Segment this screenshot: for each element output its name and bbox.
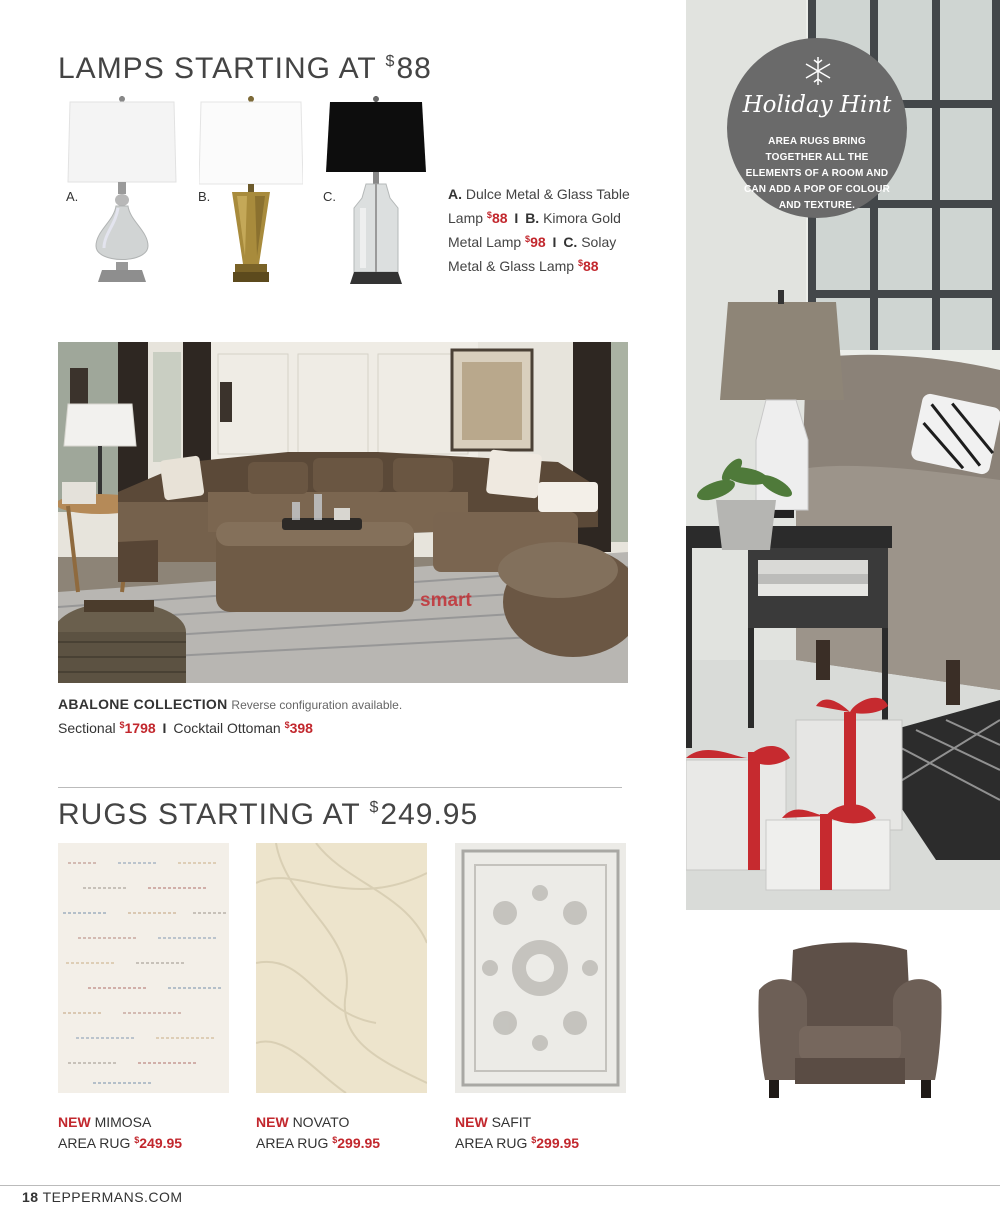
lamp-c-caption-letter: C. (563, 234, 578, 250)
lamp-b-name: Kimora Gold Metal Lamp (448, 210, 621, 250)
rug-novato-image[interactable] (256, 843, 427, 1093)
abalone-prices-line (58, 715, 618, 738)
lamp-a-image[interactable] (66, 96, 178, 288)
rug-mimosa-price (134, 1135, 182, 1151)
abalone-note: Reverse configuration available. (231, 698, 403, 712)
sectional-price (119, 720, 155, 736)
rug-novato-price-currency: $ (332, 1135, 338, 1145)
page-footer (22, 1189, 183, 1205)
footer-site-link[interactable]: TEPPERMANS.COM (42, 1189, 183, 1205)
footer-rule (0, 1185, 1000, 1186)
lamp-a-price-currency: $ (486, 210, 492, 220)
abalone-title-line (58, 694, 618, 715)
rug-novato-name: NOVATO (292, 1114, 350, 1130)
lamps-heading (58, 52, 432, 86)
holiday-hint-body: AREA RUGS BRING TOGETHER ALL THE ELEMENTS OF A ROOM AND CAN ADD A POP OF COLOUR AND TEXTURE. (743, 136, 891, 211)
sectional-name: Sectional (58, 720, 116, 736)
lamp-a-name: Dulce Metal & Glass Table Lamp (448, 186, 630, 226)
rugs-heading-price: 249.95 (380, 798, 479, 831)
rug-safit-price-currency: $ (531, 1135, 537, 1145)
abalone-collection-name: ABALONE COLLECTION (58, 696, 228, 712)
ottoman-price-currency: $ (284, 720, 290, 730)
lamp-c-price-value: 88 (582, 258, 599, 274)
rug-mimosa-name: MIMOSA (94, 1114, 152, 1130)
sectional-price-currency: $ (119, 720, 125, 730)
rug-safit-name: SAFIT (491, 1114, 532, 1130)
rug-mimosa-caption (58, 1113, 238, 1152)
rug-safit-caption (455, 1113, 635, 1152)
snowflake-icon (805, 56, 831, 86)
lamp-a-price (487, 210, 508, 226)
sectional-price-value: 1798 (124, 720, 156, 736)
rug-mimosa-new-badge: NEW (58, 1114, 91, 1130)
watermark-text: smart (420, 590, 472, 611)
lamps-heading-price: 88 (396, 52, 432, 85)
rug-novato-price-value: 299.95 (337, 1135, 381, 1151)
rug-mimosa-price-currency: $ (134, 1135, 140, 1145)
abalone-room-photo[interactable] (58, 342, 628, 683)
rug-mimosa-price-value: 249.95 (139, 1135, 183, 1151)
ottoman-price-value: 398 (289, 720, 313, 736)
lamp-c-price-currency: $ (577, 258, 583, 268)
lamp-a-caption-letter: A. (448, 186, 462, 202)
rug-safit-price-value: 299.95 (536, 1135, 580, 1151)
lamp-b-image[interactable] (199, 96, 303, 288)
lamp-a-price-value: 88 (491, 210, 508, 226)
abalone-caption (58, 694, 618, 738)
armchair-image[interactable] (755, 940, 945, 1105)
holiday-hint-title: Holiday Hint (742, 92, 892, 118)
abalone-separator: I (162, 720, 167, 736)
holiday-hint-badge (727, 38, 907, 218)
rug-safit-type: AREA RUG (455, 1135, 528, 1151)
lamps-caption (448, 184, 648, 277)
rug-mimosa-image[interactable] (58, 843, 229, 1093)
rug-mimosa-type: AREA RUG (58, 1135, 131, 1151)
rugs-heading-text: RUGS STARTING AT (58, 798, 370, 831)
rugs-heading-currency: $ (369, 799, 380, 816)
page-number: 18 (22, 1189, 39, 1205)
lamp-separator-1: I (514, 210, 519, 226)
lamp-b-caption-letter: B. (525, 210, 540, 226)
rugs-heading (58, 798, 478, 832)
lamp-b-price-value: 98 (530, 234, 546, 250)
rug-novato-price (332, 1135, 380, 1151)
lamp-c-image[interactable] (324, 96, 428, 288)
lamp-b-price-currency: $ (525, 234, 531, 244)
rug-safit-image[interactable] (455, 843, 626, 1093)
rug-safit-new-badge: NEW (455, 1114, 488, 1130)
rug-novato-type: AREA RUG (256, 1135, 329, 1151)
lamps-heading-currency: $ (385, 53, 396, 70)
ottoman-price (285, 720, 313, 736)
lamps-heading-text: LAMPS STARTING AT (58, 52, 386, 85)
ottoman-name: Cocktail Ottoman (173, 720, 281, 736)
lamp-separator-2: I (552, 234, 557, 250)
lamp-c-price (578, 258, 599, 274)
rug-safit-price (531, 1135, 579, 1151)
lamp-c-letter: C. (323, 189, 336, 204)
lamp-b-letter: B. (198, 189, 211, 204)
rug-novato-new-badge: NEW (256, 1114, 289, 1130)
rug-novato-caption (256, 1113, 436, 1152)
section-divider (58, 787, 622, 788)
lamp-b-price (525, 234, 546, 250)
lamp-c-name: Solay Metal & Glass Lamp (448, 234, 617, 274)
lamp-a-letter: A. (66, 189, 79, 204)
